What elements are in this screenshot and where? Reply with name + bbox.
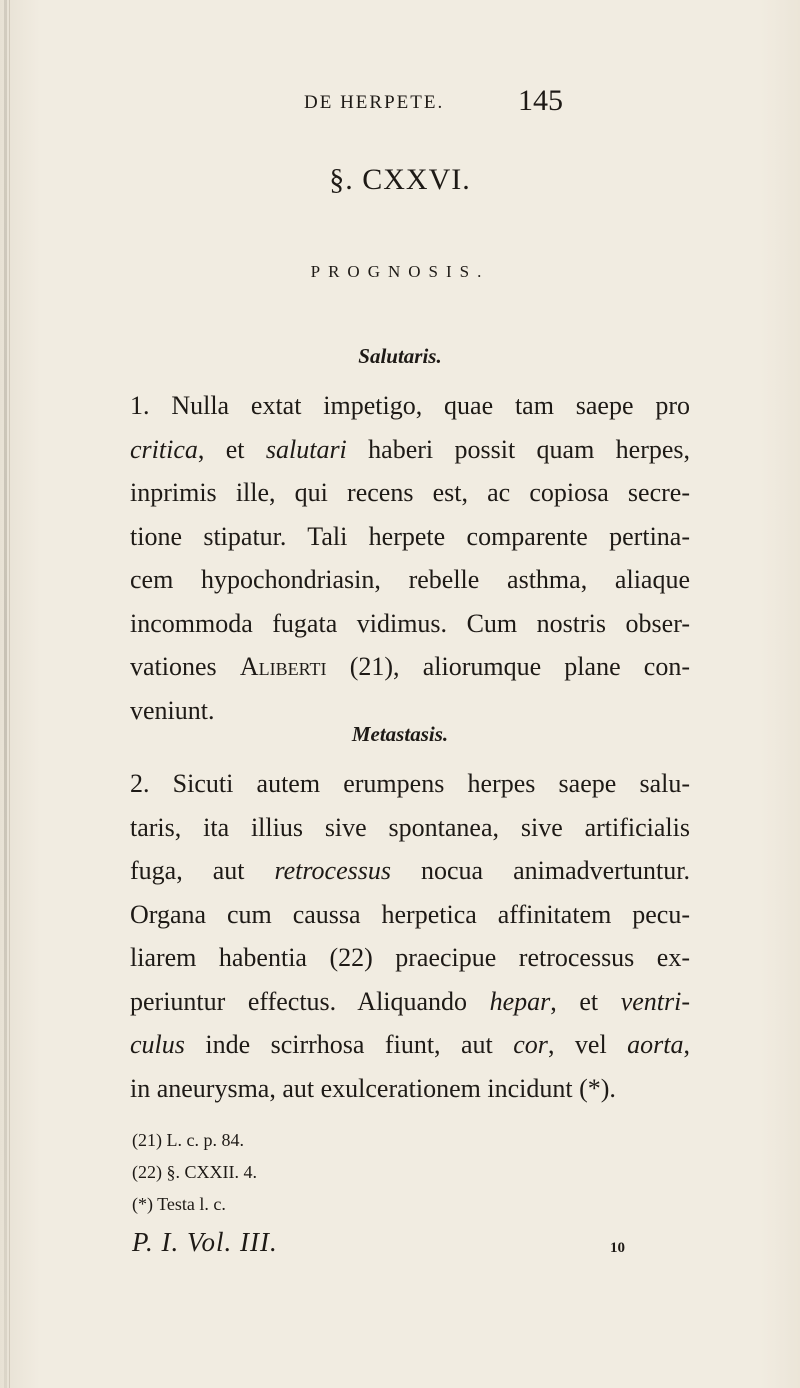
text-line: inprimis ille, qui recens est, ac copiosa secre- bbox=[130, 478, 690, 507]
page-header bbox=[0, 82, 800, 122]
text-line: critica, et salutari haberi possit quam herpes, bbox=[130, 434, 691, 464]
text-line: periuntur effectus. Aliquando hepar, et ventri- bbox=[130, 986, 690, 1016]
paragraph-metastasis bbox=[130, 762, 690, 1110]
text-line: Organa cum caussa herpetica affinitatem pecu- bbox=[130, 899, 690, 929]
gathering-mark: 10 bbox=[610, 1240, 625, 1256]
text-line: liarem habentia (22) praecipue retrocessus ex- bbox=[130, 943, 690, 972]
text-line: 1. Nulla extat impetigo, quae tam saepe pro bbox=[130, 391, 690, 420]
text-line: tione stipatur. Tali herpete comparente pertina- bbox=[130, 521, 690, 551]
running-title: DE HERPETE. bbox=[304, 92, 445, 113]
text-line: taris, ita illius sive spontanea, sive artificialis bbox=[130, 812, 690, 842]
page-number: 145 bbox=[518, 84, 563, 117]
page-binding-line bbox=[9, 0, 10, 1388]
footnote-21: (21) L. c. p. 84. bbox=[132, 1130, 244, 1150]
text-line: fuga, aut retrocessus nocua animadvertuntur. bbox=[130, 856, 690, 885]
text-line: vationes Aliberti (21), aliorumque plane con- bbox=[130, 652, 690, 681]
footnote-22: (22) §. CXXII. 4. bbox=[132, 1162, 257, 1182]
text-line: 2. Sicuti autem erumpens herpes saepe salu- bbox=[130, 769, 690, 798]
text-line: culus inde scirrhosa fiunt, aut cor, vel aorta, bbox=[130, 1030, 690, 1059]
subsection-heading-salutaris: Salutaris. bbox=[358, 344, 442, 368]
footnotes bbox=[132, 1124, 257, 1220]
subsection-heading-metastasis: Metastasis. bbox=[351, 722, 449, 746]
footnote-star: (*) Testa l. c. bbox=[132, 1194, 226, 1214]
paragraph-salutaris bbox=[130, 384, 690, 732]
volume-signature: P. I. Vol. III. bbox=[132, 1227, 278, 1257]
text-line: veniunt. bbox=[130, 695, 215, 725]
text-line: cem hypochondriasin, rebelle asthma, aliaque bbox=[130, 565, 690, 594]
page-binding-edge bbox=[4, 0, 7, 1388]
section-number: §. CXXVI. bbox=[329, 163, 471, 196]
section-title: PROGNOSIS. bbox=[310, 262, 490, 281]
text-line: in aneurysma, aut exulcerationem incidunt (*). bbox=[130, 1073, 616, 1103]
text-line: incommoda fugata vidimus. Cum nostris obser- bbox=[130, 608, 690, 638]
